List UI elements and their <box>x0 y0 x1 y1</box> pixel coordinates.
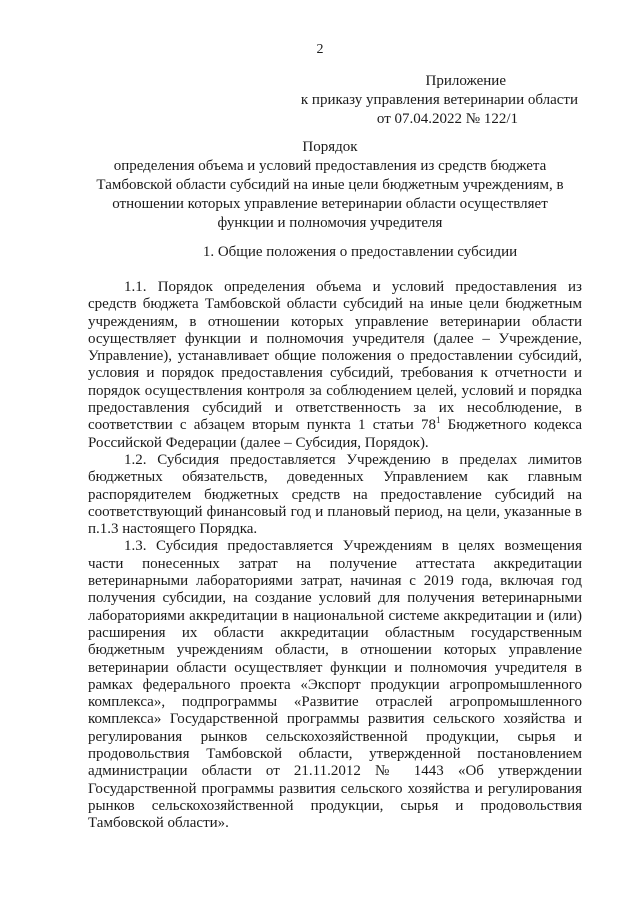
paragraph-1-1 <box>88 279 582 452</box>
paragraph-1-2: 1.2. Субсидия предоставляется Учреждению в пределах лимитов бюджетных обязательств, доведенных Управлением как главным распорядителем бюджетных средств на предоставление субсидий на соответствующий финансовый год и плановый период, на цели, указанные в п.1.3 настоящего Порядка. <box>88 451 582 538</box>
appendix-label: Приложение <box>425 73 506 89</box>
appendix-header <box>278 72 578 129</box>
body-text <box>88 279 582 833</box>
title-line-4: отношении которых управление ветеринарии области осуществляет <box>112 196 548 212</box>
document-title <box>60 138 600 233</box>
appendix-order-reference: к приказу управления ветеринарии области <box>300 92 578 108</box>
title-line-1: Порядок <box>302 139 358 155</box>
section-heading: 1. Общие положения о предоставлении субсидии <box>202 244 518 260</box>
page-number: 2 <box>316 42 324 57</box>
article-superscript: 1 <box>435 415 441 426</box>
title-line-5: функции и полномочия учредителя <box>217 215 443 231</box>
paragraph-1-3: 1.3. Субсидия предоставляется Учреждениям в целях возмещения части понесенных затрат на получение аттестата аккредитации ветеринарными лабораториями затрат, начиная с 2019 года, включая год получения субсидии, на создание условий для получения ветеринарными лабораториями аккредитации в национальной системе аккредитации и (или) расширения их области аккредитации областным государственным бюджетным учреждениям области, в отношении которых управление ветеринарии области осуществляет функции и полномочия учредителя в рамках федерального проекта «Экспорт продукции агропромышленного комплекса», подпрограммы «Развитие отраслей агропромышленного комплекса» Государственной программы развития сельского хозяйства и регулирования рынков сельскохозяйственной продукции, сырья и продовольствия Тамбовской области, утвержденной постановлением администрации области от 21.11.2012 № 1443 «Об утверждении Государственной программы развития сельского хозяйства и регулирования рынков сельскохозяйственной продукции, сырья и продовольствия Тамбовской области». <box>88 538 582 832</box>
title-line-3: Тамбовской области субсидий на иные цели бюджетным учреждениям, в <box>96 177 564 193</box>
paragraph-1-1-text: 1.1. Порядок определения объема и условий предоставления из средств бюджета Тамбовской области субсидий на иные цели бюджетным учреждениям, в отношении которых управление ветеринарии области осуществляет функции и полномочия учредителя (далее – Учреждение, Управление), устанавливает общие положения о предоставлении субсидий, условия и порядок предоставления субсидий, требования к отчетности и порядок осуществления контроля за соблюдением целей, условий и порядка предоставления субсидий и ответственность за их несоблюдение, в соответствии с абзацем вторым пункта 1 статьи 78 <box>88 279 582 434</box>
paragraph-1-1-tail: Бюджетного кодекса Российской Федерации (далее – Субсидия, Порядок). <box>88 417 583 451</box>
title-line-2: определения объема и условий предоставления из средств бюджета <box>113 158 547 174</box>
appendix-order-date: от 07.04.2022 № 122/1 <box>376 111 518 127</box>
